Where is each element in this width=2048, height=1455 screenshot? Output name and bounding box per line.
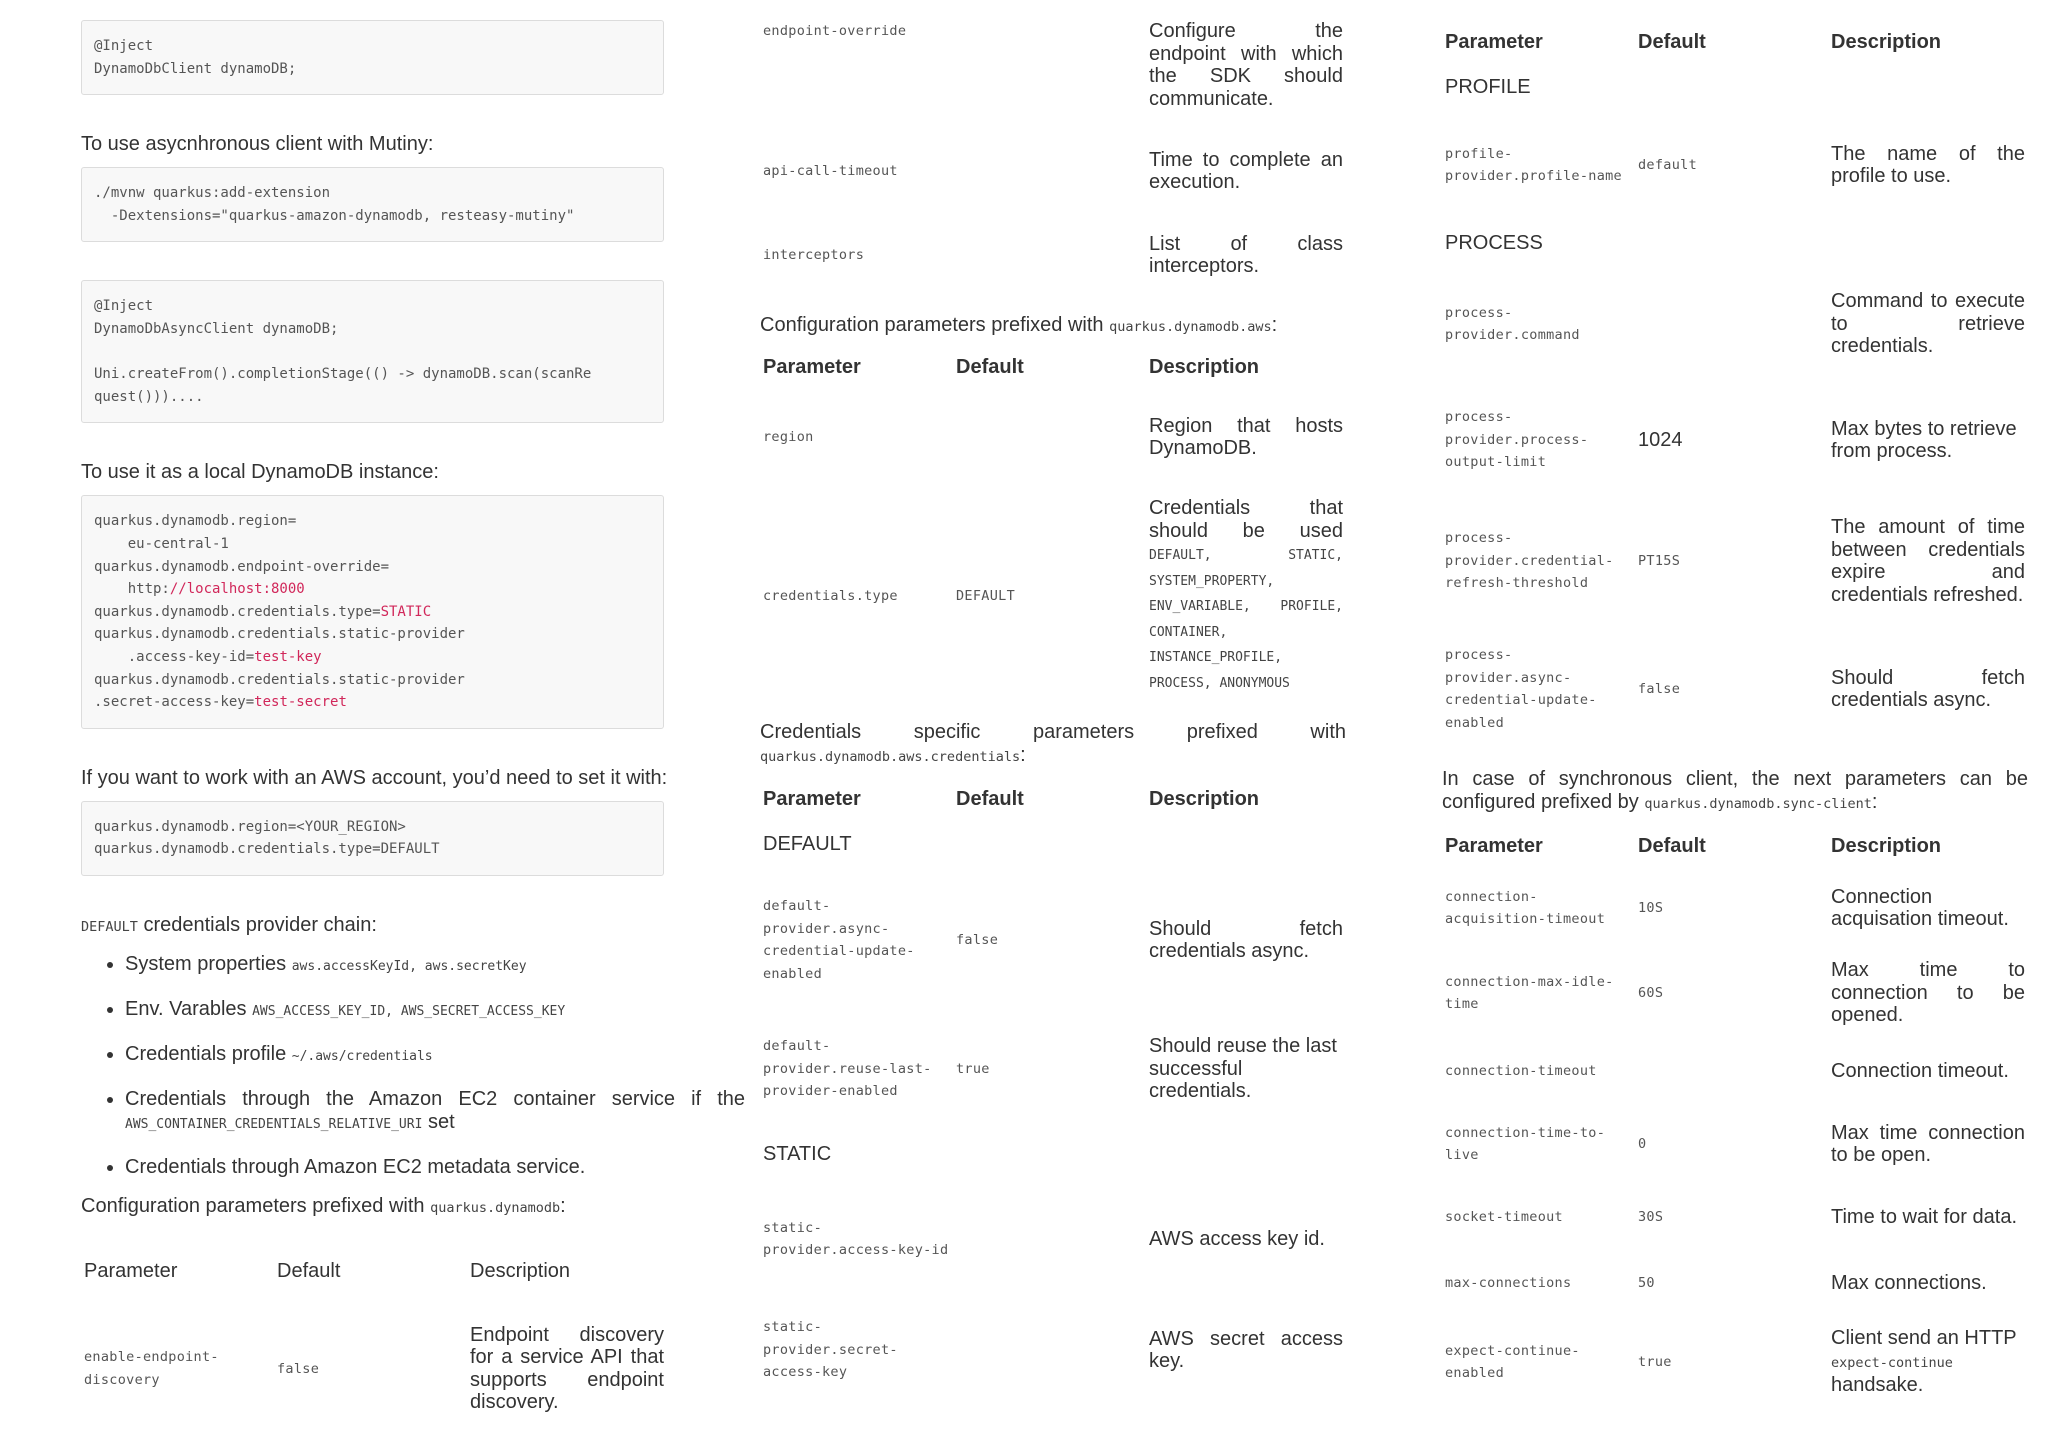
param-name: profile-provider.profile-name (1445, 145, 1622, 184)
credentials-params-table (760, 777, 1346, 1405)
param-default: 30S (1638, 1208, 1664, 1225)
table-header-row (1442, 20, 2028, 64)
param-description: List of class interceptors. (1149, 232, 1343, 277)
table-row (1442, 110, 2028, 220)
param-description: The name of the profile to use. (1831, 142, 2025, 187)
param-description: Time to complete an execution. (1149, 148, 1343, 193)
aws-params-table (760, 345, 1346, 707)
param-name: socket-timeout (1445, 1208, 1563, 1225)
table-row (1442, 498, 2028, 624)
param-default: PT15S (1638, 552, 1681, 569)
table-row (1442, 868, 2028, 948)
section-row (1442, 220, 2028, 266)
param-default: true (956, 1060, 990, 1077)
text-aws-prefix: Configuration parameters prefixed with quarkus.dynamodb.aws: (760, 314, 1278, 336)
param-default: false (1638, 680, 1681, 697)
param-name: process-provider.command (1445, 304, 1580, 343)
param-default: 10S (1638, 899, 1664, 916)
param-description: Time to wait for data. (1831, 1205, 2017, 1228)
table-row (1442, 624, 2028, 754)
code-aws-config: quarkus.dynamodb.region=<YOUR_REGION> quarkus.dynamodb.credentials.type=DEFAULT (81, 801, 664, 876)
param-name: process-provider.process-output-limit (1445, 409, 1589, 471)
text-credentials-prefix: Credentials specific parameters prefixed with (760, 721, 1346, 743)
credential-type-values: DEFAULT, STATIC, SYSTEM_PROPERTY, ENV_VARIABLE, PROFILE, CONTAINER, INSTANCE_PROFILE, PROCESS, ANONYMOUS (1149, 548, 1343, 691)
param-name: static-provider.secret-access-key (763, 1319, 898, 1381)
param-description: Command to execute to retrieve credentials. (1831, 290, 2025, 358)
table-row (760, 389, 1346, 485)
table-header-row (1442, 824, 2028, 868)
header-default: Default (956, 355, 1024, 378)
param-default (953, 1183, 1146, 1295)
param-description: The amount of time between credentials expire and credentials refreshed. (1831, 516, 2025, 606)
list-item: • System properties aws.accessKeyId, aws.secretKey (125, 953, 745, 978)
config-params-table (81, 1250, 667, 1444)
table-row (760, 20, 1346, 132)
table-row (1442, 1316, 2028, 1408)
param-name: connection-time-to-live (1445, 1124, 1606, 1163)
header-parameter: Parameter (84, 1260, 178, 1283)
param-default: 0 (1638, 1135, 1647, 1152)
section-row (760, 821, 1346, 867)
param-name: connection-acquisition-timeout (1445, 888, 1606, 927)
param-default (953, 210, 1146, 300)
param-name: default-provider.async-credential-update-enabled (763, 898, 915, 982)
section-process: PROCESS (1445, 231, 1543, 254)
text-config-prefix: Configuration parameters prefixed with quarkus.dynamodb: (81, 1194, 566, 1217)
param-name: max-connections (1445, 1274, 1572, 1291)
param-description: Max time connection to be open. (1831, 1121, 2025, 1166)
param-name: default-provider.reuse-last-provider-enabled (763, 1038, 932, 1100)
header-default: Default (1638, 834, 1706, 857)
text-sync-client-prefix: In case of synchronous client, the next parameters can be configured prefixed by quarkus.dynamodb.sync-client: (1442, 768, 2028, 813)
table-row (1442, 1038, 2028, 1104)
param-name: static-provider.access-key-id (763, 1219, 949, 1258)
section-default: DEFAULT (763, 832, 852, 855)
param-default (953, 20, 1146, 132)
header-description: Description (470, 1260, 571, 1283)
code-local-config: quarkus.dynamodb.region= eu-central-1 quarkus.dynamodb.endpoint-override= http://localhost:8000 quarkus.dynamodb.credentials.type=STATIC quarkus.dynamodb.credentials.static-provider .access-key-id=test-key quarkus.dynamodb.credentials.static-provider .secret-access-key=test-secret (81, 495, 664, 728)
param-default: true (1638, 1353, 1672, 1370)
text-credentials-prefix-code: quarkus.dynamodb.aws.credentials: (760, 744, 1026, 766)
param-description: Connection acquisation timeout. (1831, 885, 2009, 930)
param-name: process-provider.credential-refresh-threshold (1445, 530, 1614, 592)
section-row (760, 1125, 1346, 1183)
section-static: STATIC (763, 1142, 832, 1165)
param-name: api-call-timeout (763, 162, 898, 179)
param-default (953, 132, 1146, 210)
table-row (81, 1294, 667, 1444)
param-name: connection-max-idle-time (1445, 973, 1614, 1012)
param-description: Configure the endpoint with which the SDK should communicate. (1149, 20, 1343, 110)
param-default (1635, 1038, 1828, 1104)
table-row (760, 867, 1346, 1013)
section-row (1442, 64, 2028, 110)
profile-process-table (1442, 20, 2028, 754)
table-row (1442, 1104, 2028, 1184)
table-row (1442, 1184, 2028, 1250)
text-aws-account: If you want to work with an AWS account, you’d need to set it with: (81, 766, 668, 789)
text-local-instance: To use it as a local DynamoDB instance: (81, 461, 439, 484)
table-header-row (81, 1250, 667, 1294)
column-3 (1442, 0, 2048, 1455)
text-async-client: To use asycnhronous client with Mutiny: (81, 133, 434, 156)
table-header-row (760, 777, 1346, 821)
list-item: • Credentials profile ~/.aws/credentials (125, 1043, 745, 1068)
table-row (760, 1013, 1346, 1125)
header-parameter: Parameter (1445, 834, 1543, 857)
param-description: Should fetch credentials async. (1831, 666, 2025, 711)
param-description: Should fetch credentials async. (1149, 917, 1343, 962)
config-params-table-continued (760, 20, 1346, 300)
table-header-row (760, 345, 1346, 389)
param-default (953, 1295, 1146, 1405)
table-row (760, 1295, 1346, 1405)
param-default: 50 (1638, 1274, 1655, 1291)
code-inject-async: @Inject DynamoDbAsyncClient dynamoDB; Uni.createFrom().completionStage(() -> dynamoDB.scan(scanRe quest())).... (81, 280, 664, 423)
param-name: connection-timeout (1445, 1062, 1597, 1079)
param-name: process-provider.async-credential-update-enabled (1445, 647, 1597, 731)
param-name: credentials.type (763, 587, 898, 604)
param-description: AWS secret access key. (1149, 1327, 1343, 1372)
header-description: Description (1831, 834, 1942, 857)
header-default: Default (956, 787, 1024, 810)
param-default: false (956, 931, 999, 948)
header-parameter: Parameter (763, 355, 861, 378)
param-default: DEFAULT (956, 587, 1015, 604)
header-description: Description (1831, 30, 1942, 53)
table-row (760, 485, 1346, 707)
param-description: Max time to connection to be opened. (1831, 959, 2025, 1027)
code-inject-sync: @Inject DynamoDbClient dynamoDB; (81, 20, 664, 95)
param-name: region (763, 428, 814, 445)
header-description: Description (1149, 355, 1260, 378)
credentials-chain-list (81, 953, 745, 1179)
text-credentials-chain: DEFAULT credentials provider chain: (81, 913, 377, 936)
param-description: Endpoint discovery for a service API that supports endpoint discovery. (470, 1323, 664, 1414)
param-description: Max bytes to retrieve from process. (1831, 417, 2017, 462)
param-name: interceptors (763, 246, 865, 263)
param-name: endpoint-override (763, 23, 907, 39)
table-row (760, 1183, 1346, 1295)
table-row (1442, 948, 2028, 1038)
header-parameter: Parameter (1445, 30, 1543, 53)
param-default (1635, 266, 1828, 382)
param-default: false (277, 1360, 320, 1377)
header-description: Description (1149, 787, 1260, 810)
list-item: • Credentials through Amazon EC2 metadata service. (125, 1156, 745, 1179)
header-default: Default (1638, 30, 1706, 53)
list-item: • Credentials through the Amazon EC2 container service if the AWS_CONTAINER_CREDENTIALS_RELATIVE_URI set (125, 1088, 745, 1136)
column-1 (0, 0, 760, 1455)
param-default: 1024 (1638, 428, 1683, 451)
list-item: • Env. Varables AWS_ACCESS_KEY_ID, AWS_SECRET_ACCESS_KEY (125, 998, 745, 1023)
param-name: enable-endpoint-discovery (84, 1349, 219, 1388)
param-default: default (1638, 156, 1697, 173)
param-name: expect-continue-enabled (1445, 1342, 1580, 1381)
param-description: Connection timeout. (1831, 1059, 2009, 1082)
code-add-extension: ./mvnw quarkus:add-extension -Dextensions="quarkus-amazon-dynamodb, resteasy-mutiny" (81, 167, 664, 242)
param-description: Max connections. (1831, 1271, 1987, 1294)
sync-client-table (1442, 824, 2028, 1408)
table-row (1442, 1250, 2028, 1316)
param-description: Region that hosts DynamoDB. (1149, 414, 1343, 459)
param-description: Should reuse the last successful credentials. (1149, 1035, 1337, 1103)
table-row (760, 132, 1346, 210)
table-row (760, 210, 1346, 300)
section-profile: PROFILE (1445, 75, 1531, 98)
param-description: Credentials that should be used DEFAULT, STATIC, SYSTEM_PROPERTY, ENV_VARIABLE, PROFILE, CONTAINER, INSTANCE_PROFILE, PROCESS, ANONYMOUS (1149, 497, 1343, 691)
table-row (1442, 266, 2028, 382)
param-description: AWS access key id. (1149, 1227, 1325, 1250)
param-description: Client send an HTTP expect-continue handsake. (1831, 1327, 2017, 1397)
param-default (953, 389, 1146, 485)
table-row (1442, 382, 2028, 498)
param-default: 60S (1638, 984, 1664, 1001)
column-2 (760, 0, 1442, 1455)
header-parameter: Parameter (763, 787, 861, 810)
header-default: Default (277, 1260, 341, 1283)
